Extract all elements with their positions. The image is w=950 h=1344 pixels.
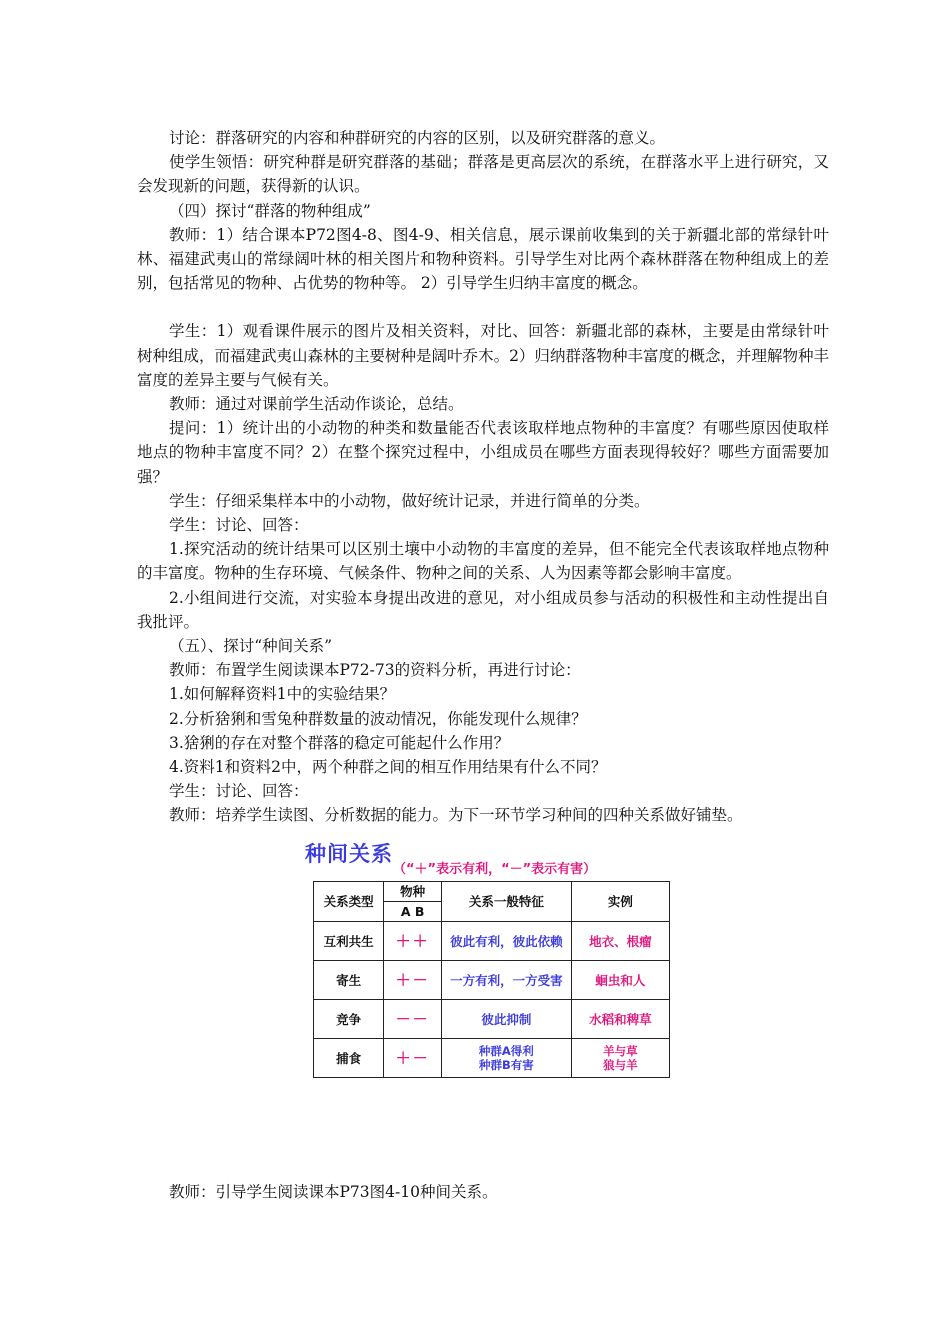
paragraph: 使学生领悟：研究种群是研究群落的基础；群落是更高层次的系统，在群落水平上进行研究，又会发现新的问题，获得新的认识。	[137, 153, 829, 196]
paragraph: 提问：1）统计出的小动物的种类和数量能否代表该取样地点物种的丰富度？有哪些原因使取样地点的物种丰富度不同？2）在整个探究过程中，小组成员在哪些方面表现得较好？哪些方面需要加强？	[137, 419, 829, 486]
sign-cell: ＋－	[384, 960, 442, 999]
closing-paragraph: 教师：引导学生阅读课本P73图4-10种间关系。	[169, 1183, 498, 1201]
header-feature: 关系一般特征	[441, 881, 571, 921]
table-row	[314, 960, 670, 999]
type-cell: 捕食	[314, 1038, 384, 1077]
example-cell: 蛔虫和人	[571, 960, 669, 999]
example-cell	[571, 1038, 669, 1077]
list-item: 3.猞猁的存在对整个群落的稳定可能起什么作用？	[169, 733, 510, 752]
paragraph: 教师：1）结合课本P72图4-8、图4-9、相关信息，展示课前收集到的关于新疆北部的常绿针叶林、福建武夷山的常绿阔叶林的相关图片和物种资料。引导学生对比两个森林群落在物种组成上的差别，包括常见的物种、占优势的物种等。 2）引导学生归纳丰富度的概念。	[137, 225, 829, 293]
paragraph: 1.探究活动的统计结果可以区别土壤中小动物的丰富度的差异，但不能完全代表该取样地点物种的丰富度。物种的生存环境、气候条件、物种之间的关系、人为因素等都会影响丰富度。	[137, 540, 829, 583]
list-item: 4.资料1和资料2中，两个种群之间的相互作用结果有什么不同？	[169, 758, 607, 777]
paragraph: 学生：仔细采集样本中的小动物，做好统计记录，并进行简单的分类。	[169, 491, 650, 510]
header-ab: A B	[384, 901, 442, 921]
type-cell: 互利共生	[314, 921, 384, 960]
feature-line: 种群A得利	[478, 1043, 534, 1058]
paragraph: 教师：培养学生读图、分析数据的能力。为下一环节学习种间的四种关系做好铺垫。	[169, 806, 743, 825]
header-example: 实例	[571, 881, 669, 921]
sign-cell: ＋－	[384, 1038, 442, 1077]
paragraph: 教师：通过对课前学生活动作谈论，总结。	[169, 395, 464, 414]
feature-cell: 彼此有利，彼此依赖	[441, 921, 571, 960]
feature-cell: 彼此抑制	[441, 999, 571, 1038]
header-species: 物种	[384, 881, 442, 901]
example-cell: 水稻和稗草	[571, 999, 669, 1038]
table-row	[314, 999, 670, 1038]
sign-cell: －－	[384, 999, 442, 1038]
header-type: 关系类型	[314, 881, 384, 921]
example-line: 羊与草	[603, 1043, 638, 1058]
paragraph: 学生：讨论、回答：	[169, 782, 309, 801]
table-row	[314, 1038, 670, 1077]
figure-subtitle: （“＋”表示有利，“－”表示有害）	[393, 861, 597, 877]
paragraph: 学生：1）观看课件展示的图片及相关资料，对比、回答：新疆北部的森林，主要是由常绿针叶树种组成，而福建武夷山森林的主要树种是阔叶乔木。2）归纳群落物种丰富度的概念，并理解物种丰富度的差异主要与气候有关。	[137, 322, 829, 389]
paragraph: 讨论：群落研究的内容和种群研究的内容的区别，以及研究群落的意义。	[169, 129, 666, 147]
list-item: 2.分析猞猁和雪兔种群数量的波动情况，你能发现什么规律？	[169, 709, 587, 728]
example-cell: 地衣、根瘤	[571, 921, 669, 960]
section-heading: （四）探讨“群落的物种组成”	[169, 201, 371, 220]
document-body	[137, 126, 829, 1072]
figure-title: 种间关系	[305, 841, 393, 866]
feature-line: 种群B有害	[478, 1057, 534, 1072]
type-cell: 寄生	[314, 960, 384, 999]
paragraph: 2.小组间进行交流，对实验本身提出改进的意见，对小组成员参与活动的积极性和主动性提出自我批评。	[137, 588, 829, 631]
feature-cell	[441, 1038, 571, 1077]
type-cell: 竞争	[314, 999, 384, 1038]
example-line: 狼与羊	[603, 1057, 638, 1072]
paragraph: 学生：讨论、回答：	[169, 516, 309, 535]
table-row	[314, 921, 670, 960]
list-item: 1.如何解释资料1中的实验结果？	[169, 685, 396, 704]
feature-cell: 一方有利，一方受害	[441, 960, 571, 999]
sign-cell: ＋＋	[384, 921, 442, 960]
relationship-table	[313, 881, 670, 1078]
section-heading: （五）、探讨“种间关系”	[169, 637, 333, 656]
paragraph: 教师：布置学生阅读课本P72-73的资料分析，再进行讨论：	[169, 661, 581, 680]
interspecies-relationship-figure	[305, 838, 675, 1072]
